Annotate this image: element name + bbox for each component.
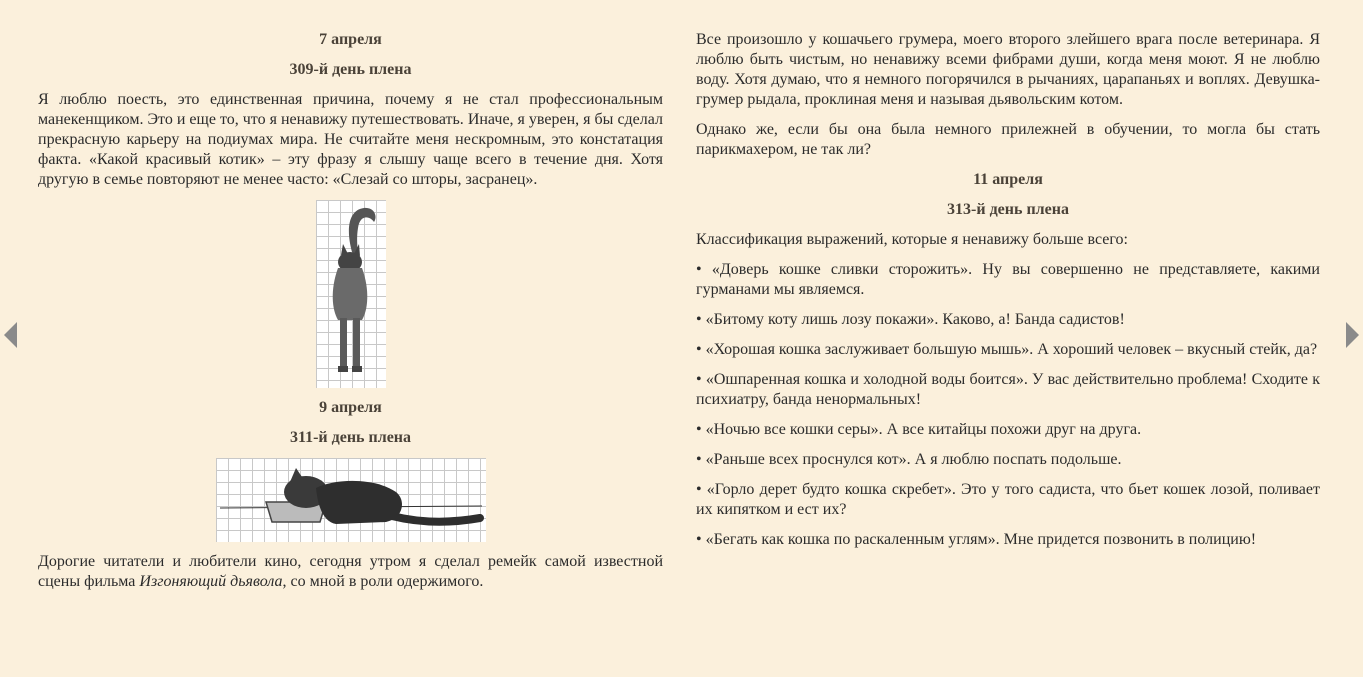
entry-day-counter: 309-й день плена <box>289 61 412 78</box>
list-item: • «Бегать как кошка по раскаленным углям». Мне придется позвонить в полицию! <box>696 531 1257 548</box>
list-item: • «Ночью все кошки серы». А все китайцы похожи друг на друга. <box>696 421 1142 438</box>
list-item: • «Горло дерет будто кошка скребет». Это у того садиста, что бьет кошек лозой, поливает их кипятком и ест их? <box>696 481 1320 518</box>
list-item: • «Битому коту лишь лозу покажи». Каково, а! Банда садистов! <box>696 311 1125 328</box>
right-page <box>696 30 1320 560</box>
entry-date: 9 апреля <box>319 399 382 416</box>
entry-paragraph: Я люблю поесть, это единственная причина, почему я не стал профессиональным манекенщиком. Это и еще то, что я ненавижу путешествовать. Иначе, я уверен, я бы сделал прекрасную карьеру на подиумах мира. Не считайте меня нескромным, это констатация факта. «Какой красивый котик» – эту фразу я слышу чаще всего в течение дня. Хотя другую в семье повторяют не менее часто: «Слезай со шторы, засранец». <box>38 91 663 188</box>
list-item: • «Раньше всех проснулся кот». А я люблю поспать подольше. <box>696 451 1122 468</box>
chevron-right-icon <box>1345 322 1359 348</box>
entry-paragraph: Все произошло у кошачьего грумера, моего второго злейшего врага после ветеринара. Я люблю быть чистым, но ненавижу всеми фибрами души, когда меня моют. Я не люблю воду. Хотя думаю, что я немного погорячился в рычаниях, царапаньях и воплях. Девушка-грумер рыдала, проклиная меня и называя дьявольским котом. <box>696 31 1320 108</box>
entry-paragraph <box>38 552 663 592</box>
film-title: Изгоняющий дьявола <box>139 573 283 590</box>
list-item: • «Ошпаренная кошка и холодной воды боится». У вас действительно проблема! Сходите к психиатру, банда ненормальных! <box>696 371 1320 408</box>
next-page-button[interactable] <box>1345 322 1359 348</box>
entry-date: 7 апреля <box>319 31 382 48</box>
paragraph-text-start: Дорогие читатели и любители кино, сегодня утром я сделал ремейк самой известной сцены фильма <box>38 553 663 590</box>
entry-day-counter: 313-й день плена <box>947 201 1069 218</box>
list-item: • «Доверь кошке сливки сторожить». Ну вы совершенно не представляете, какими гурманами мы являемся. <box>696 261 1320 298</box>
entry-paragraph: Однако же, если бы она была немного прилежней в обучении, то могла бы стать парикмахером, не так ли? <box>696 121 1320 158</box>
chevron-left-icon <box>4 322 18 348</box>
list-intro: Классификация выражений, которые я ненавижу больше всего: <box>696 231 1128 248</box>
paragraph-text-end: , со мной в роли одержимого. <box>282 573 484 590</box>
cat-standing-illustration <box>316 200 386 388</box>
entry-date: 11 апреля <box>973 171 1043 188</box>
cat-lying-illustration <box>216 458 486 542</box>
list-item: • «Хорошая кошка заслуживает большую мышь». А хороший человек – вкусный стейк, да? <box>696 341 1318 358</box>
left-page <box>38 30 663 602</box>
previous-page-button[interactable] <box>4 322 18 348</box>
entry-day-counter: 311-й день плена <box>289 429 412 446</box>
